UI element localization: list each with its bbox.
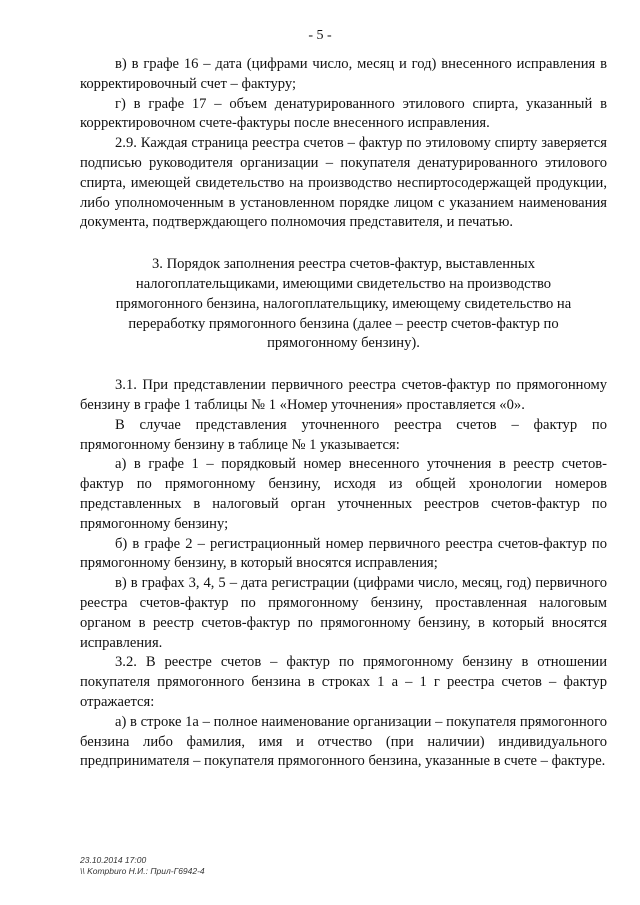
- paragraph: 3.2. В реестре счетов – фактур по прямогонному бензину в отношении покупателя прямогонного бензина в строках 1 а – 1 г реестра счетов – фактур отражается:: [80, 654, 607, 710]
- document-body: [80, 55, 607, 772]
- paragraph: в) в графах 3, 4, 5 – дата регистрации (цифрами число, месяц, год) первичного реестра счетов-фактур по прямогонному бензину, проставленная налоговым органом в реестр счетов-фактур по прямогонному бензину, в который вносятся исправления.: [80, 575, 607, 651]
- section-heading: 3. Порядок заполнения реестра счетов-фактур, выставленных налогоплательщиками, имеющими свидетельство на производство прямогонного бензина, налогоплательщику, имеющему свидетельство на переработку прямогонного бензина (далее – реестр счетов-фактур по прямогонному бензину).: [115, 256, 572, 352]
- paragraph: а) в строке 1а – полное наименование организации – покупателя прямогонного бензина либо фамилия, имя и отчество (при наличии) индивидуального предпринимателя – покупателя прямогонного бензина, указанные в счете – фактуре.: [80, 713, 607, 770]
- spacer: [80, 233, 607, 255]
- paragraph: в) в графе 16 – дата (цифрами число, месяц и год) внесенного исправления в корректировочный счет – фактуру;: [80, 56, 607, 92]
- paragraph: г) в графе 17 – объем денатурированного этилового спирта, указанный в корректировочном счете-фактуры после внесенного исправления.: [80, 95, 607, 132]
- paragraph: В случае представления уточненного реестра счетов – фактур по прямогонному бензину в таблице № 1 указывается:: [80, 416, 607, 453]
- spacer: [80, 354, 607, 376]
- footer-stamp-date: 23.10.2014 17:00: [80, 855, 147, 865]
- paragraph: 3.1. При представлении первичного реестра счетов-фактур по прямогонному бензину в графе 1 таблицы № 1 «Номер уточнения» проставляется «0».: [80, 377, 607, 413]
- footer-stamp: [80, 855, 205, 877]
- page-number: - 5 -: [308, 28, 332, 43]
- paragraph: б) в графе 2 – регистрационный номер первичного реестра счетов-фактур по прямогонному бензину, в который вносятся исправления;: [80, 535, 607, 572]
- paragraph: а) в графе 1 – порядковый номер внесенного уточнения в реестр счетов-фактур по прямогонному бензину, исходя из общей хронологии номеров представленных в налоговый орган уточненных реестров счетов-фактур по прямогонному бензину;: [80, 456, 607, 532]
- paragraph: 2.9. Каждая страница реестра счетов – фактур по этиловому спирту заверяется подписью руководителя организации – покупателя денатурированного этилового спирта, имеющей свидетельство на производство неспиртосодержащей продукции, либо уполномоченным в установленном порядке лицом с указанием наименования документа, подтверждающего полномочия представителя, и печатью.: [80, 135, 607, 231]
- footer-stamp-path: \\ Kompburo Н.И.: Прил-Г6942-4: [80, 866, 205, 876]
